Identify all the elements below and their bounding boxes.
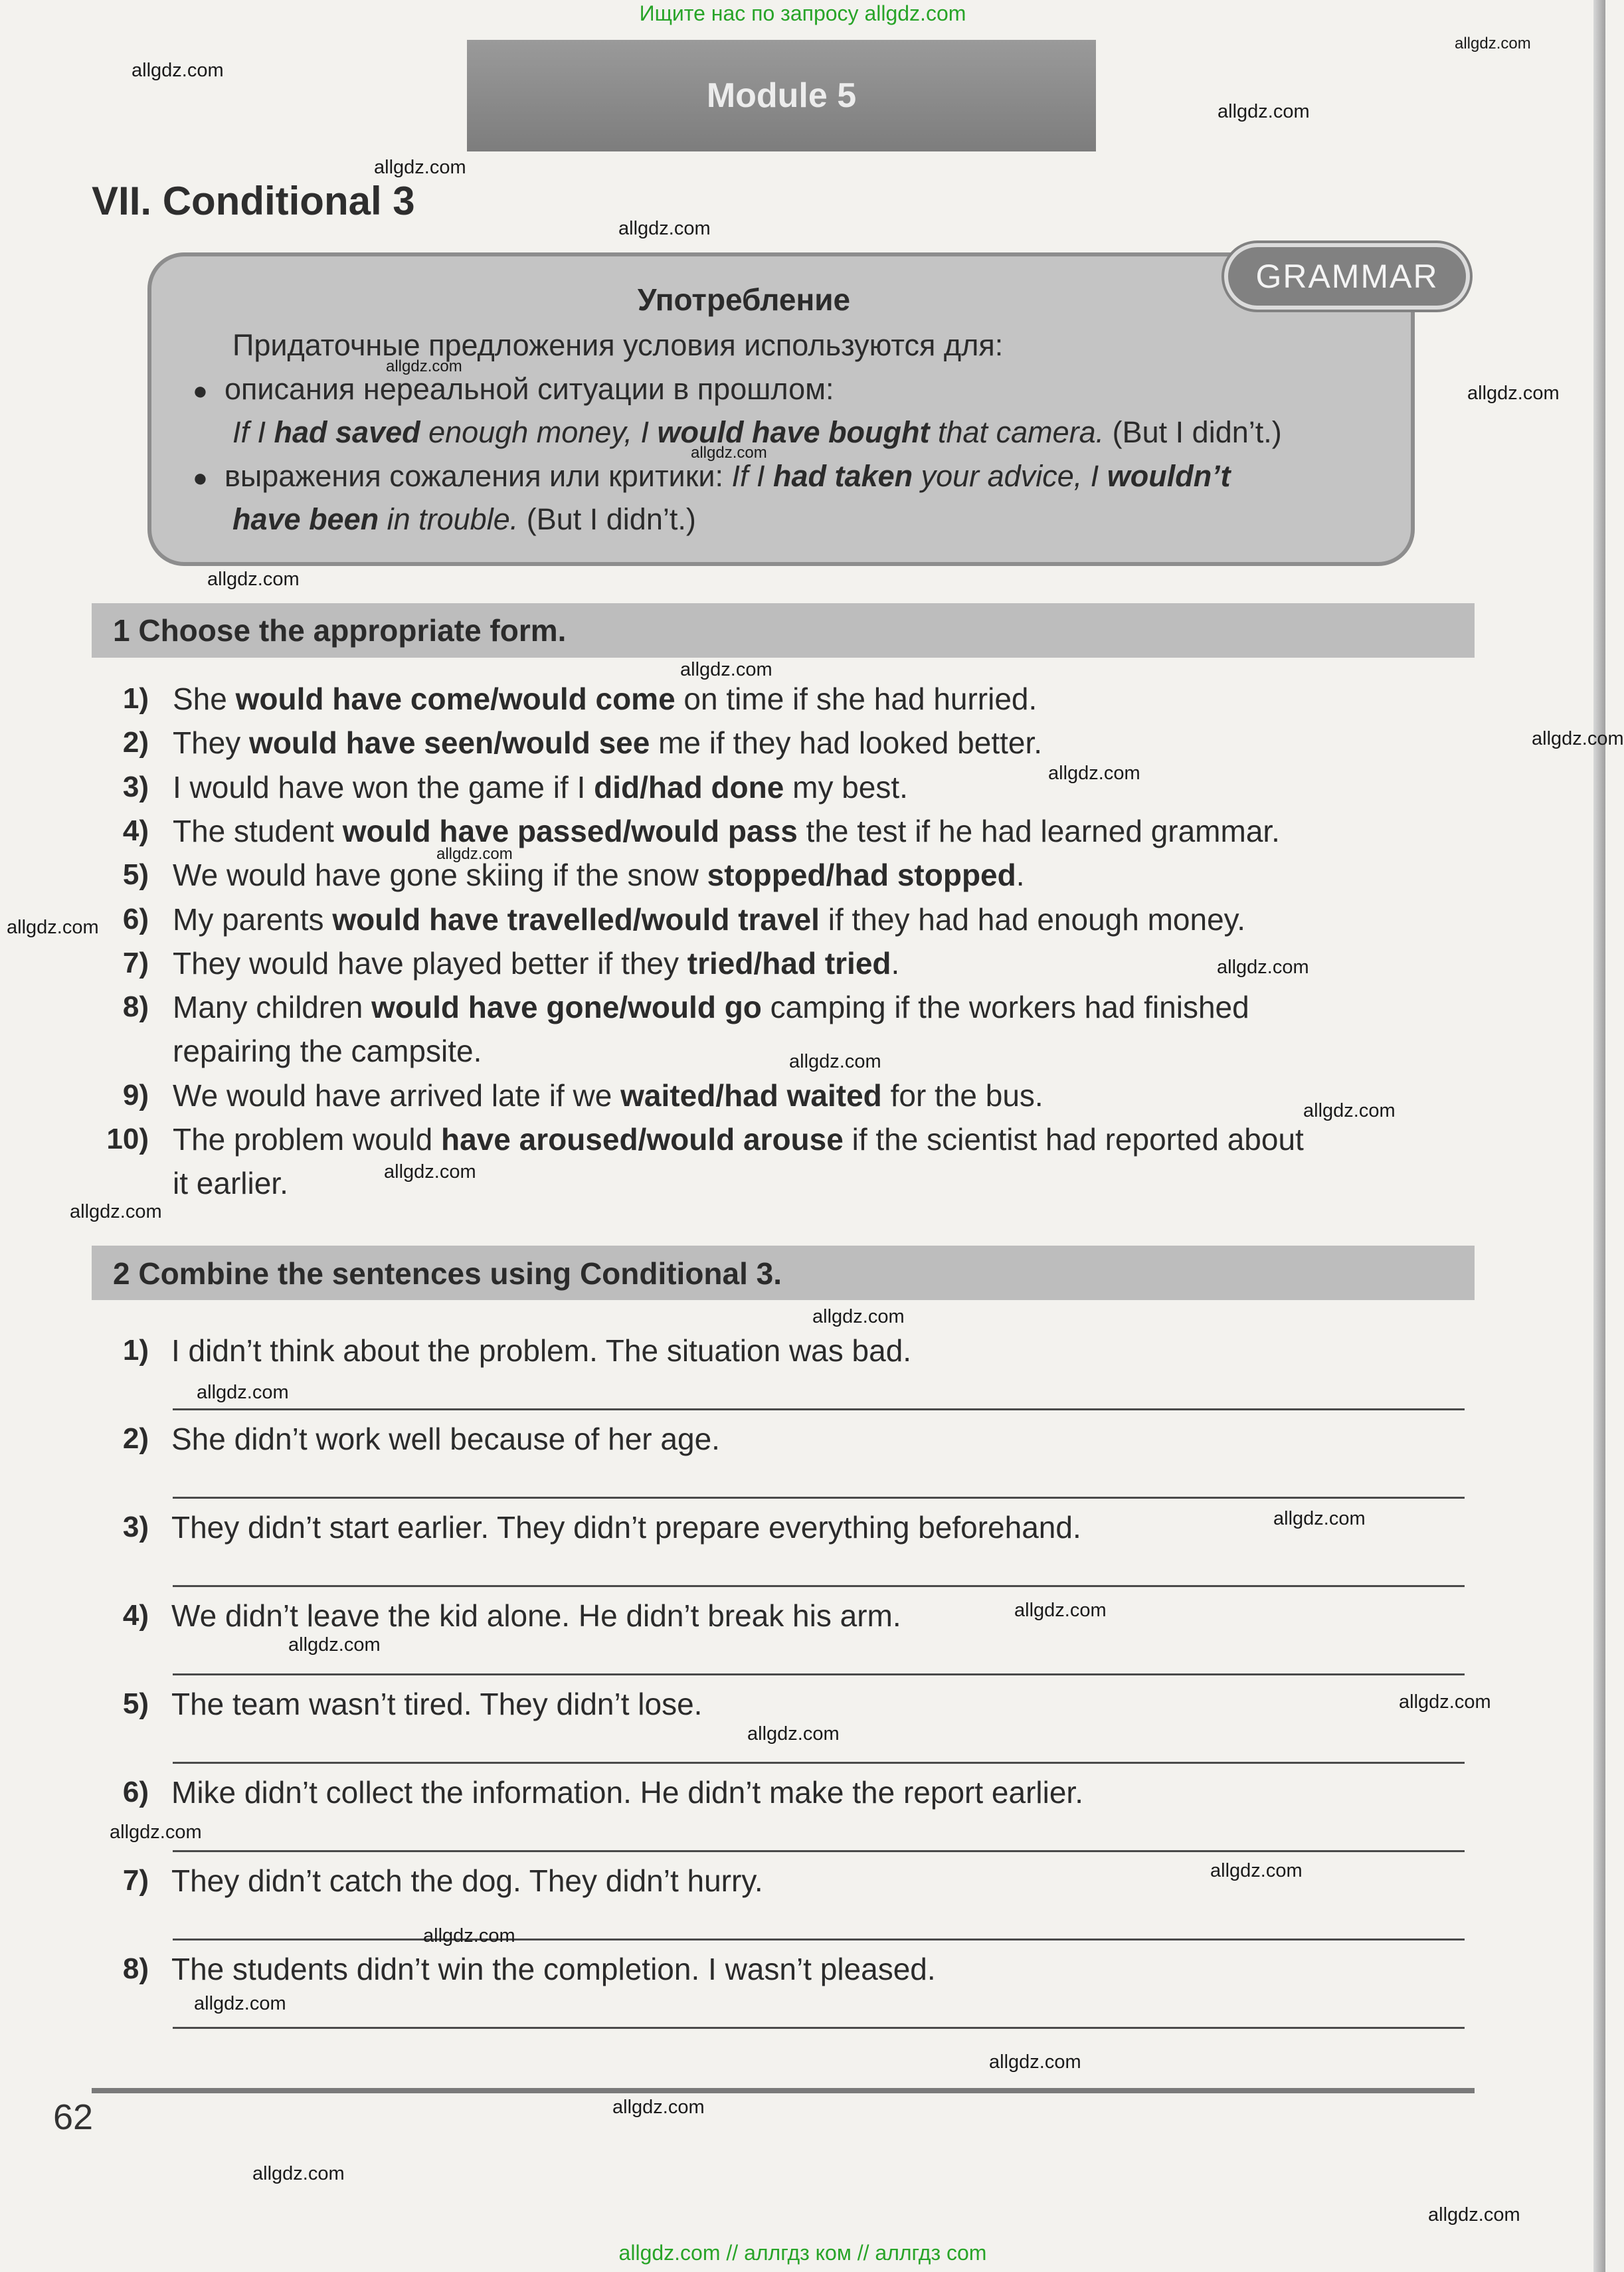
watermark: allgdz.com: [789, 1051, 881, 1072]
watermark: allgdz.com: [1455, 35, 1531, 52]
watermark: allgdz.com: [386, 357, 462, 375]
watermark: allgdz.com: [989, 2051, 1081, 2073]
ex2-item-number: 2): [122, 1422, 149, 1455]
exercise-2-title: 2 Combine the sentences using Conditional 3.: [113, 1256, 782, 1291]
ex1-item-number: 1): [122, 682, 149, 715]
watermark: allgdz.com: [1217, 957, 1309, 978]
ex1-item: She would have come/would come on time if she had hurried.: [173, 682, 1038, 716]
ex2-item: They didn’t start earlier. They didn’t prepare everything beforehand.: [171, 1510, 1081, 1545]
page-number: 62: [53, 2097, 94, 2137]
watermark: allgdz.com: [747, 1723, 840, 1745]
ex1-item-number: 10): [106, 1123, 149, 1155]
ex1-item-number: 9): [122, 1079, 149, 1111]
bullet-icon: ●: [193, 377, 208, 405]
watermark: allgdz.com: [70, 1201, 162, 1222]
ex1-item-number: 7): [122, 947, 149, 979]
watermark: allgdz.com: [1048, 763, 1140, 784]
watermark: allgdz.com: [1218, 101, 1310, 122]
bottom-site-link[interactable]: allgdz.com // аллгдз ком // аллгдз com: [618, 2241, 987, 2265]
ex2-item-number: 7): [122, 1864, 149, 1897]
module-header: [467, 40, 1096, 151]
answer-line[interactable]: [173, 1850, 1465, 1852]
page-edge-shadow: [1593, 0, 1605, 2272]
watermark: allgdz.com: [436, 845, 513, 863]
grammar-intro: Придаточные предложения условия используются для:: [232, 328, 1004, 362]
watermark: allgdz.com: [1303, 1100, 1396, 1121]
watermark: allgdz.com: [1399, 1691, 1491, 1713]
footer-rule: [92, 2088, 1475, 2093]
exercise-1-title: 1 Choose the appropriate form.: [113, 613, 567, 648]
answer-line[interactable]: [173, 2027, 1465, 2029]
ex2-item-number: 6): [122, 1776, 149, 1808]
watermark: allgdz.com: [1428, 2204, 1520, 2225]
answer-line[interactable]: [173, 1673, 1465, 1675]
answer-line[interactable]: [173, 1939, 1465, 1941]
watermark: allgdz.com: [207, 569, 300, 590]
module-title: Module 5: [706, 76, 857, 115]
top-site-link[interactable]: Ищите нас по запросу allgdz.com: [639, 1, 966, 25]
watermark: allgdz.com: [374, 157, 466, 178]
ex2-item-number: 4): [122, 1599, 149, 1632]
ex2-item: We didn’t leave the kid alone. He didn’t break his arm.: [171, 1598, 901, 1633]
ex1-item-number: 3): [122, 771, 149, 803]
grammar-bullet-2-cont: have been in trouble. (But I didn’t.): [232, 502, 696, 536]
watermark: allgdz.com: [423, 1925, 515, 1946]
ex1-item-number: 5): [122, 858, 149, 891]
ex1-item: They would have played better if they tried/had tried.: [173, 946, 900, 981]
ex2-item-number: 3): [122, 1511, 149, 1543]
ex1-item: I would have won the game if I did/had done my best.: [173, 770, 908, 805]
watermark: allgdz.com: [288, 1634, 381, 1656]
grammar-example-1: If I had saved enough money, I would have bought that camera. (But I didn’t.): [232, 415, 1282, 449]
watermark: allgdz.com: [110, 1822, 202, 1843]
ex1-item-number: 6): [122, 903, 149, 935]
ex2-item-number: 1): [122, 1334, 149, 1367]
ex2-item: They didn’t catch the dog. They didn’t hurry.: [171, 1863, 763, 1898]
answer-line[interactable]: [173, 1762, 1465, 1764]
ex2-item: Mike didn’t collect the information. He didn’t make the report earlier.: [171, 1775, 1083, 1810]
watermark: allgdz.com: [1532, 728, 1624, 749]
watermark: allgdz.com: [194, 1993, 286, 2014]
ex2-item: She didn’t work well because of her age.: [171, 1422, 720, 1456]
ex1-item: They would have seen/would see me if they had looked better.: [173, 725, 1043, 760]
grammar-heading: Употребление: [637, 282, 851, 317]
ex1-item: Many children would have gone/would go camping if the workers had finished: [173, 990, 1249, 1024]
watermark: allgdz.com: [252, 2163, 345, 2184]
grammar-bullet-1: ● описания нереальной ситуации в прошлом:: [193, 372, 834, 406]
watermark: allgdz.com: [618, 218, 711, 239]
ex2-item: The team wasn’t tired. They didn’t lose.: [171, 1687, 703, 1721]
ex1-item-continued: it earlier.: [173, 1166, 288, 1200]
ex1-item-number: 2): [122, 726, 149, 759]
grammar-bullet-2: ● выражения сожаления или критики: If I had taken your advice, I wouldn’t: [193, 459, 1231, 493]
ex2-item-number: 8): [122, 1952, 149, 1985]
ex1-item-number: 4): [122, 814, 149, 847]
ex1-item: We would have arrived late if we waited/had waited for the bus.: [173, 1078, 1043, 1113]
ex1-item: We would have gone skiing if the snow stopped/had stopped.: [173, 858, 1025, 892]
bullet-icon: ●: [193, 464, 208, 492]
ex1-item-continued: repairing the campsite.: [173, 1034, 482, 1068]
ex2-item: The students didn’t win the completion. I wasn’t pleased.: [171, 1952, 936, 1986]
ex1-item: The student would have passed/would pass the test if he had learned grammar.: [173, 814, 1280, 848]
watermark: allgdz.com: [612, 2097, 705, 2118]
watermark: allgdz.com: [1210, 1860, 1303, 1881]
grammar-badge: GRAMMAR: [1224, 243, 1470, 310]
ex1-item: The problem would have aroused/would arouse if the scientist had reported about: [173, 1122, 1304, 1157]
watermark: allgdz.com: [7, 917, 99, 938]
watermark: allgdz.com: [1273, 1508, 1366, 1529]
ex1-item-number: 8): [122, 991, 149, 1023]
watermark: allgdz.com: [132, 60, 224, 81]
ex1-item: My parents would have travelled/would travel if they had had enough money.: [173, 902, 1246, 937]
watermark: allgdz.com: [680, 659, 772, 680]
ex2-item-number: 5): [122, 1687, 149, 1720]
watermark: allgdz.com: [197, 1382, 289, 1403]
answer-line[interactable]: [173, 1585, 1465, 1587]
watermark: allgdz.com: [1014, 1600, 1107, 1621]
watermark: allgdz.com: [812, 1306, 905, 1327]
watermark: allgdz.com: [691, 444, 767, 462]
ex2-item: I didn’t think about the problem. The situation was bad.: [171, 1333, 912, 1368]
answer-line[interactable]: [173, 1408, 1465, 1410]
watermark: allgdz.com: [1467, 383, 1560, 404]
answer-line[interactable]: [173, 1497, 1465, 1499]
section-title: VII. Conditional 3: [92, 179, 415, 223]
watermark: allgdz.com: [384, 1161, 476, 1183]
